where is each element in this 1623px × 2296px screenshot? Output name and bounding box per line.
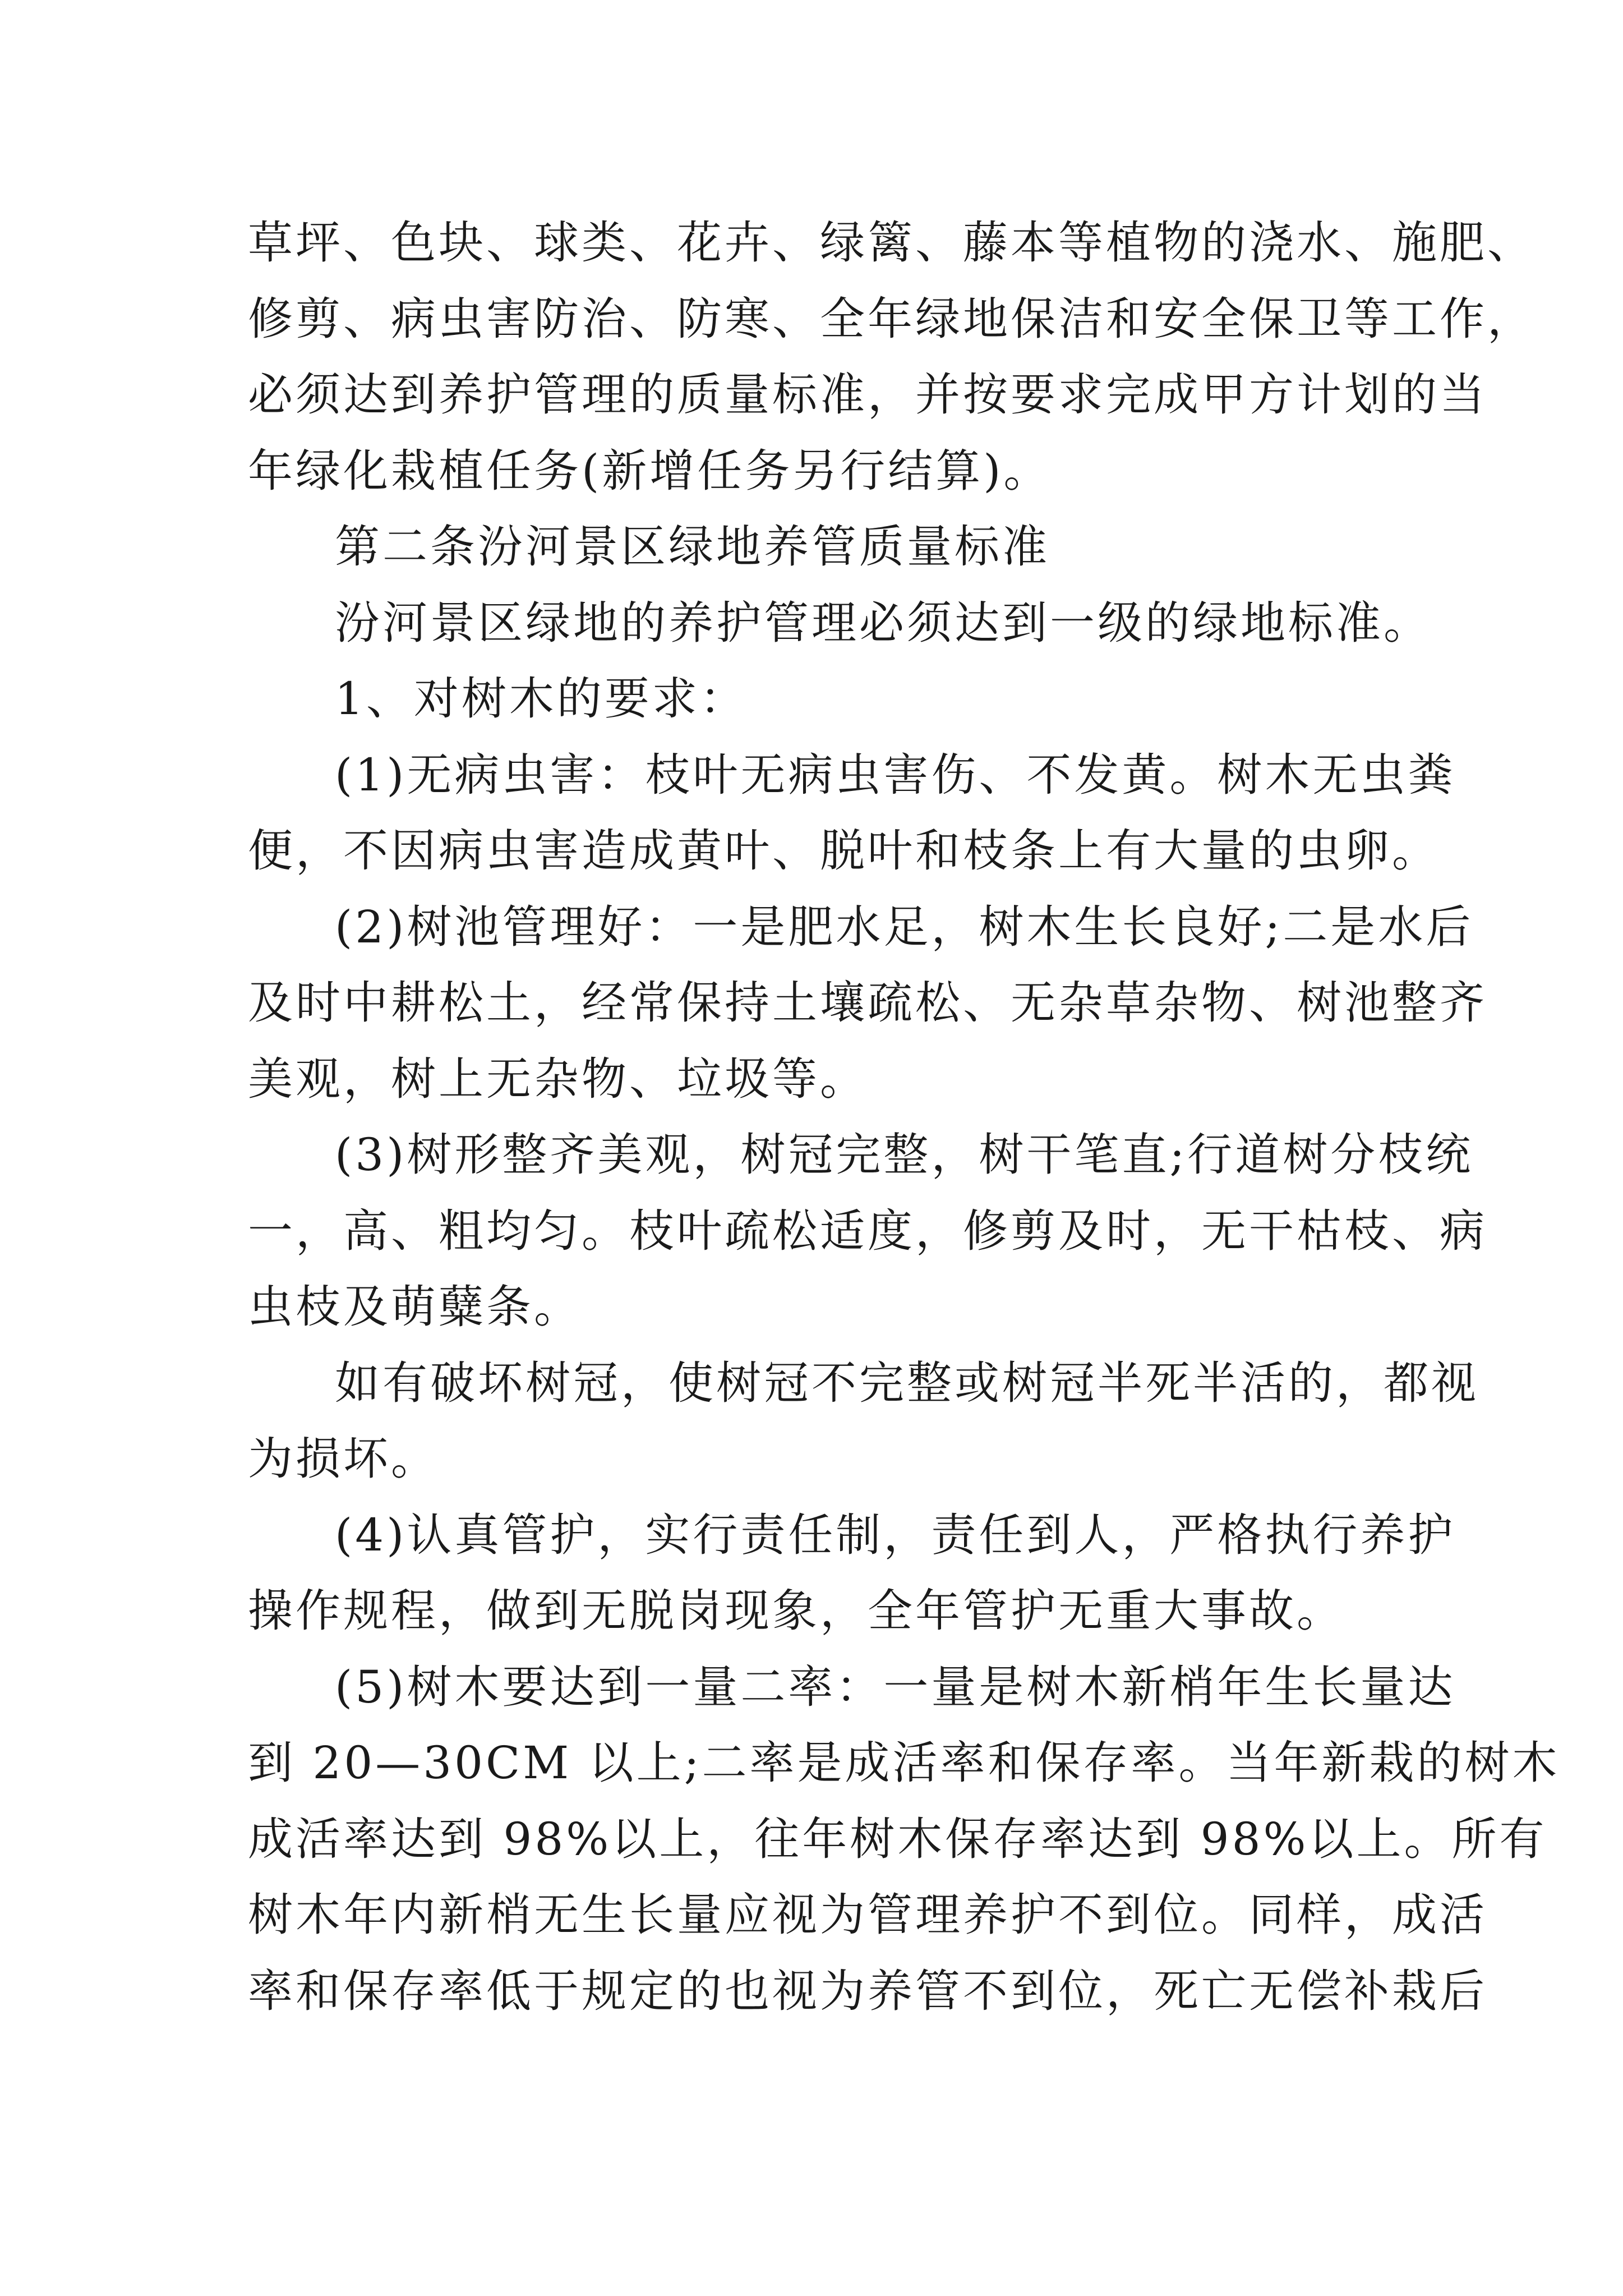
paragraph-maintenance-scope bbox=[248, 205, 1535, 509]
text-line: 率和保存率低于规定的也视为养管不到位，死亡无偿补栽后 bbox=[248, 1964, 1487, 2017]
list-item-4 bbox=[248, 1497, 1456, 1649]
text-line: (2)树池管理好：一是肥水足，树木生长良好;二是水后 bbox=[335, 900, 1474, 953]
text-line: 操作规程，做到无脱岗现象，全年管护无重大事故。 bbox=[248, 1585, 1344, 1637]
text-line: 便，不因病虫害造成黄叶、脱叶和枝条上有大量的虫卵。 bbox=[248, 825, 1440, 877]
text-line: 为损坏。 bbox=[248, 1433, 439, 1485]
text-line: 一，高、粗均匀。枝叶疏松适度，修剪及时，无干枯枝、病 bbox=[248, 1204, 1487, 1257]
text-line: (4)认真管护，实行责任制，责任到人，严格执行养护 bbox=[335, 1508, 1456, 1561]
text-line: 汾河景区绿地的养护管理必须达到一级的绿地标准。 bbox=[335, 596, 1431, 649]
text-line: 草坪、色块、球类、花卉、绿篱、藤本等植物的浇水、施肥、 bbox=[248, 217, 1535, 269]
paragraph-standard bbox=[248, 585, 1431, 661]
text-line: 美观，树上无杂物、垃圾等。 bbox=[248, 1052, 868, 1105]
list-item-5 bbox=[248, 1649, 1560, 2030]
list-item-2 bbox=[248, 889, 1487, 1117]
paragraph-damage-note bbox=[248, 1345, 1479, 1497]
text-line: 修剪、病虫害防治、防寒、全年绿地保洁和安全保卫等工作， bbox=[248, 292, 1535, 345]
text-line: 年绿化栽植任务(新增任务另行结算)。 bbox=[248, 444, 1052, 497]
section-heading bbox=[248, 509, 1389, 585]
text-line: 必须达到养护管理的质量标准，并按要求完成甲方计划的当 bbox=[248, 369, 1487, 421]
list-item-1 bbox=[248, 737, 1456, 889]
text-line: (5)树木要达到一量二率：一量是树木新梢年生长量达 bbox=[335, 1660, 1456, 1713]
text-line: 到 20—30CM 以上;二率是成活率和保存率。当年新栽的树木 bbox=[248, 1737, 1560, 1789]
text-line: 第二条汾河景区绿地养管质量标准 bbox=[335, 521, 1050, 573]
text-line: (3)树形整齐美观，树冠完整，树干笔直;行道树分枝统 bbox=[335, 1129, 1474, 1181]
text-line: 及时中耕松土，经常保持土壤疏松、无杂草杂物、树池整齐 bbox=[248, 977, 1487, 1029]
document-body bbox=[248, 205, 1560, 2029]
text-line: 1、对树木的要求： bbox=[335, 673, 748, 725]
list-item-3 bbox=[248, 1117, 1487, 1345]
text-line: (1)无病虫害：枝叶无病虫害伤、不发黄。树木无虫粪 bbox=[335, 748, 1456, 801]
text-line: 虫枝及萌糵条。 bbox=[248, 1281, 582, 1333]
text-line: 成活率达到 98%以上，往年树木保存率达到 98%以上。所有 bbox=[248, 1812, 1547, 1865]
text-line: 如有破坏树冠，使树冠不完整或树冠半死半活的，都视 bbox=[335, 1356, 1479, 1409]
subheading-tree-requirements bbox=[248, 661, 1389, 737]
text-line: 树木年内新梢无生长量应视为管理养护不到位。同样，成活 bbox=[248, 1889, 1487, 1941]
